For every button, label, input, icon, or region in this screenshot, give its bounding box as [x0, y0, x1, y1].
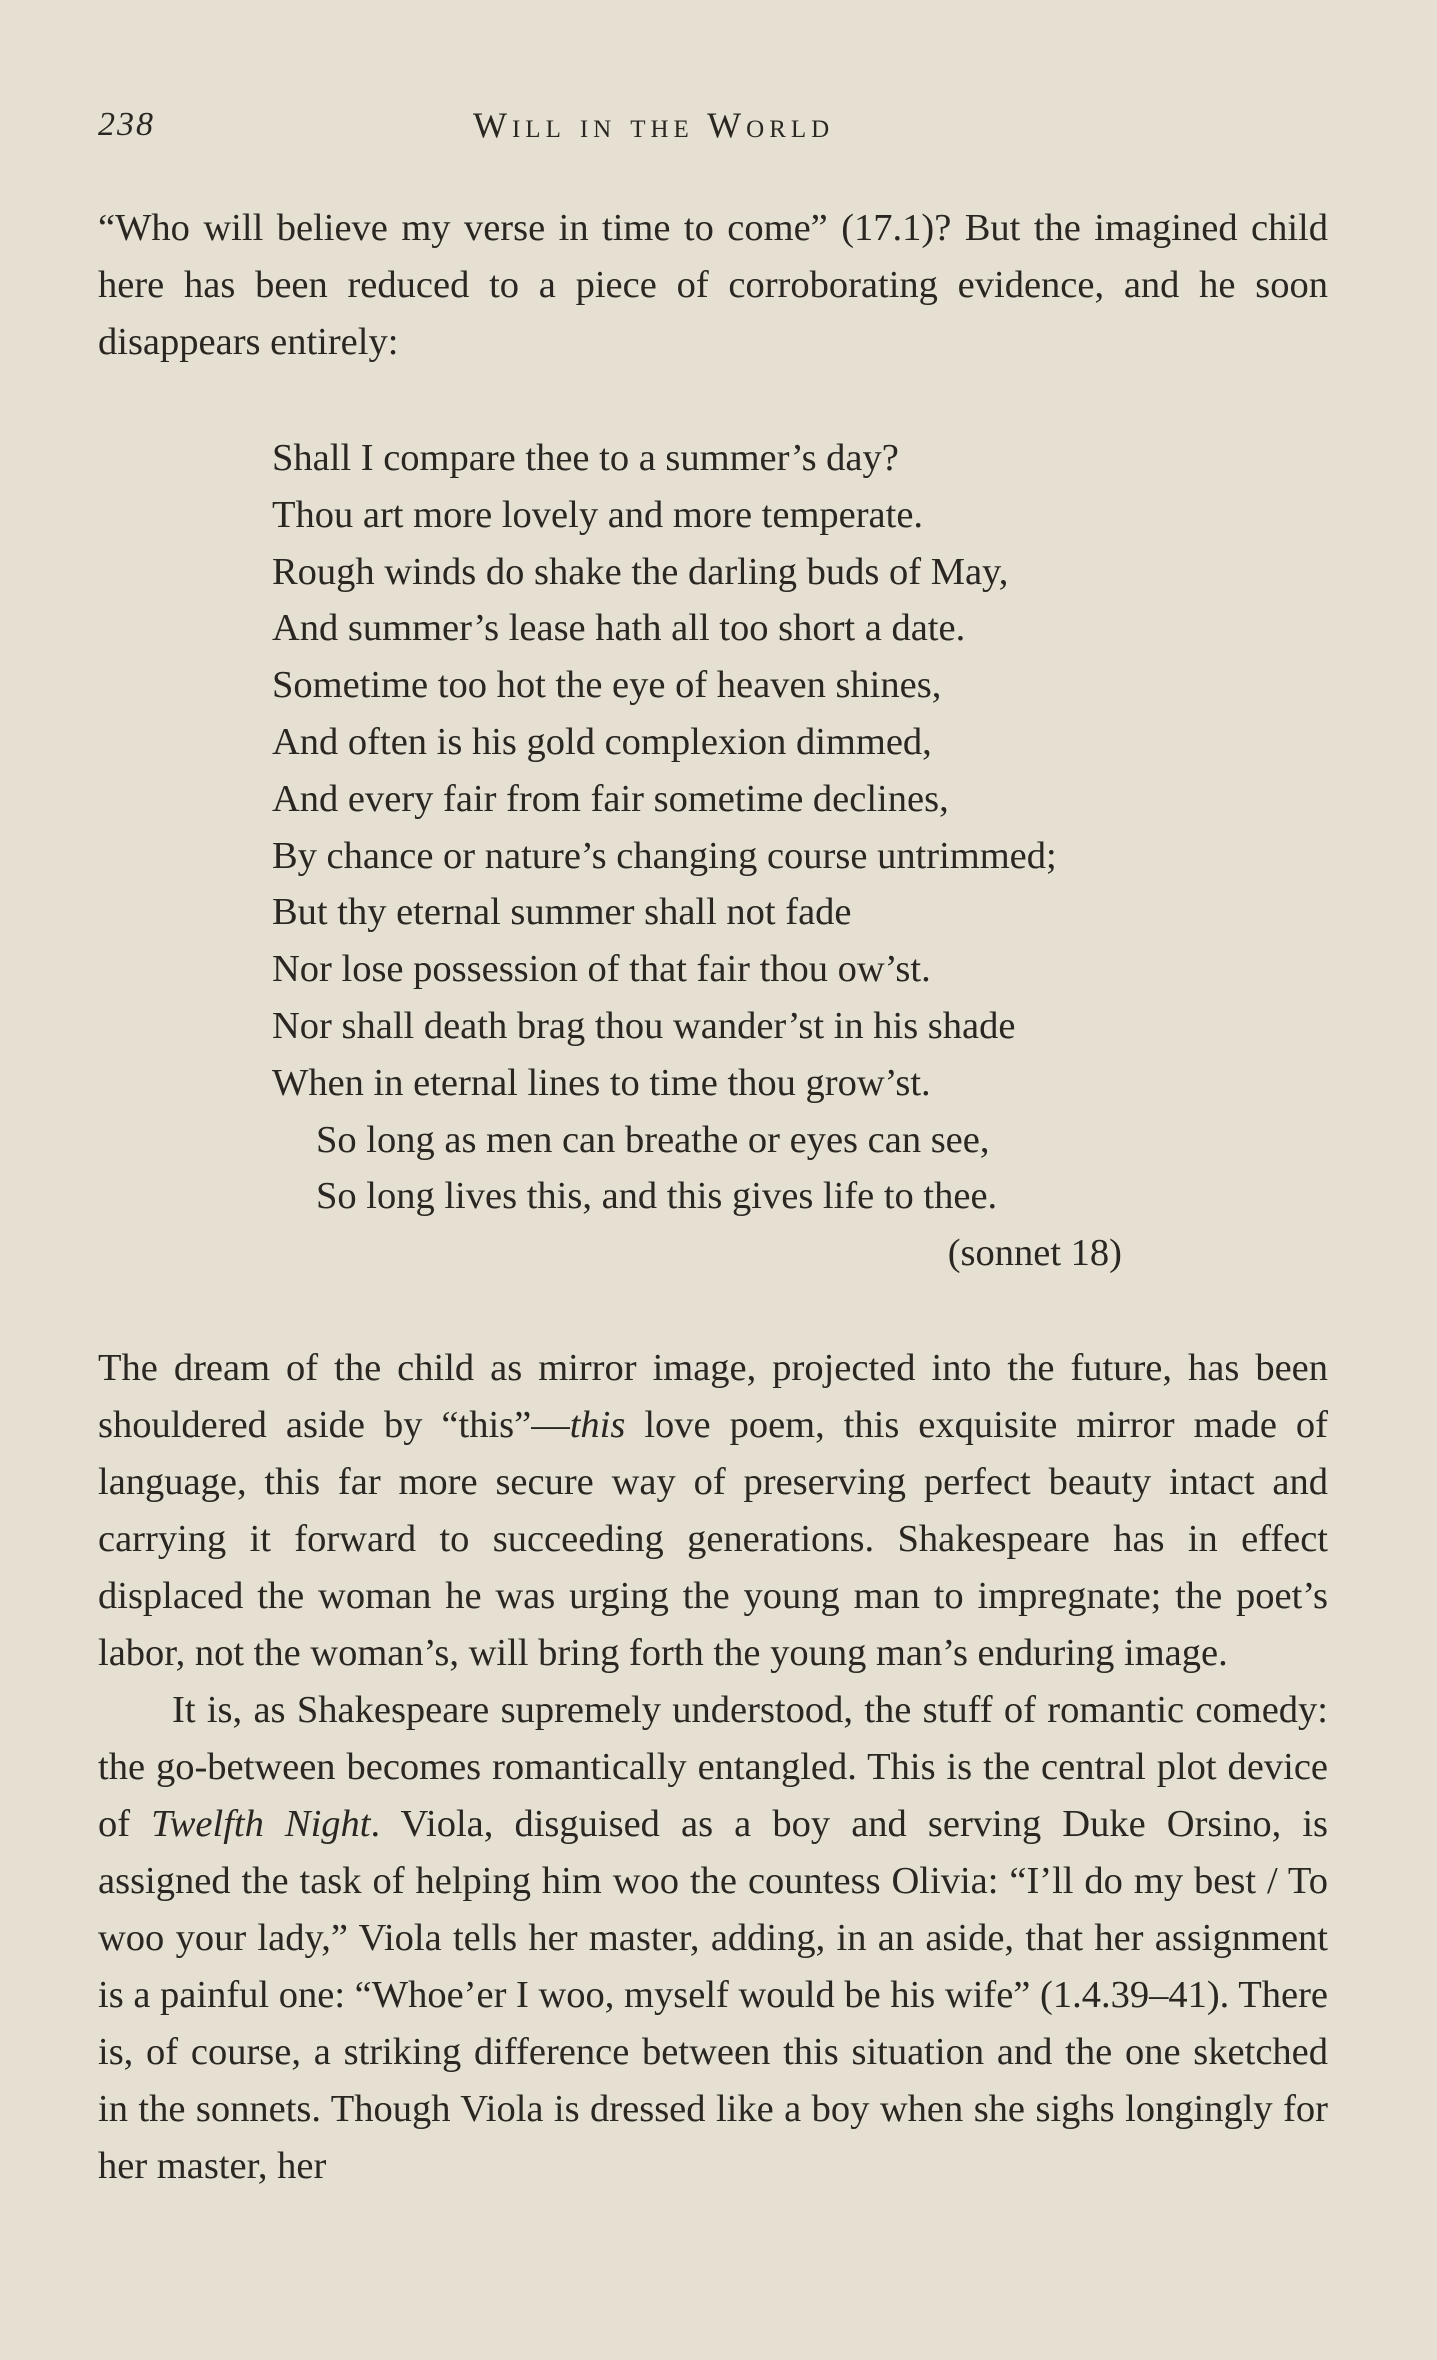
poem-line: Shall I compare thee to a summer’s day?: [272, 437, 899, 479]
text-run: love poem, this exquisite mirror made of language, this far more secure way of preserving perfect beauty intact and carrying it forward to succeeding generations. Shakespeare has in effect displaced the woman he was urging the young man to impregnate; the poet’s labor, not the woman’s, will bring forth the young man’s enduring image.: [98, 1404, 1328, 1674]
text-run: The dream of the child as mirror image, projected into the future, has been shouldered aside by “this”—: [98, 1347, 1328, 1446]
couplet-line: So long lives this, and this gives life to thee.: [316, 1175, 998, 1218]
body-text-block: [98, 1340, 1328, 2195]
poem-line: And every fair from fair sometime declines,: [272, 777, 949, 820]
poem-line: Sometime too hot the eye of heaven shines,: [272, 664, 942, 707]
running-head: [98, 100, 1328, 150]
opening-paragraph: “Who will believe my verse in time to come” (17.1)? But the imagined child here has been reduced to a piece of corroborating evidence, and he soon disappears entirely:: [98, 207, 1328, 363]
poem-line: Nor lose possession of that fair thou ow’st.: [272, 948, 931, 991]
poem-line: Nor shall death brag thou wander’st in his shade: [272, 1004, 1016, 1047]
sonnet-18-quotation: [272, 430, 1132, 1282]
poem-line: By chance or nature’s changing course untrimmed;: [272, 834, 1057, 877]
body-paragraph: [98, 1682, 1328, 2195]
poem-line: Rough winds do shake the darling buds of May,: [272, 550, 1009, 593]
poem-line: And often is his gold complexion dimmed,: [272, 720, 932, 763]
poem-line: Thou art more lovely and more temperate.: [272, 493, 924, 536]
text-run: It is, as Shakespeare supremely understood, the stuff of romantic comedy: the go-between becomes romantically entangled. This is the central plot device of: [98, 1689, 1328, 1845]
book-title: Will in the World: [473, 105, 835, 145]
play-title: Twelfth Night: [151, 1803, 371, 1845]
poem-line: When in eternal lines to time thou grow’st.: [272, 1061, 931, 1104]
page-number: 238: [98, 106, 155, 143]
poem-citation: (sonnet 18): [947, 1232, 1122, 1275]
body-paragraph: [98, 1340, 1328, 1682]
poem-line: And summer’s lease hath all too short a date.: [272, 607, 966, 650]
poem-line: But thy eternal summer shall not fade: [272, 891, 852, 934]
opening-paragraph-block: [98, 200, 1328, 371]
text-run: . Viola, disguised as a boy and serving Duke Orsino, is assigned the task of helping him woo the countess Olivia: “I’ll do my best / To woo your lady,” Viola tells her master, adding, in an aside, that her assignment is a painful one: “Whoe’er I woo, myself would be his wife” (1.4.39–41). There is, of course, a striking difference between this situation and the one sketched in the sonnets. Though Viola is dressed like a boy when she sighs longingly for her master, her: [98, 1803, 1328, 2187]
emphasized-text: this: [569, 1404, 626, 1446]
couplet-line: So long as men can breathe or eyes can see,: [316, 1118, 990, 1161]
